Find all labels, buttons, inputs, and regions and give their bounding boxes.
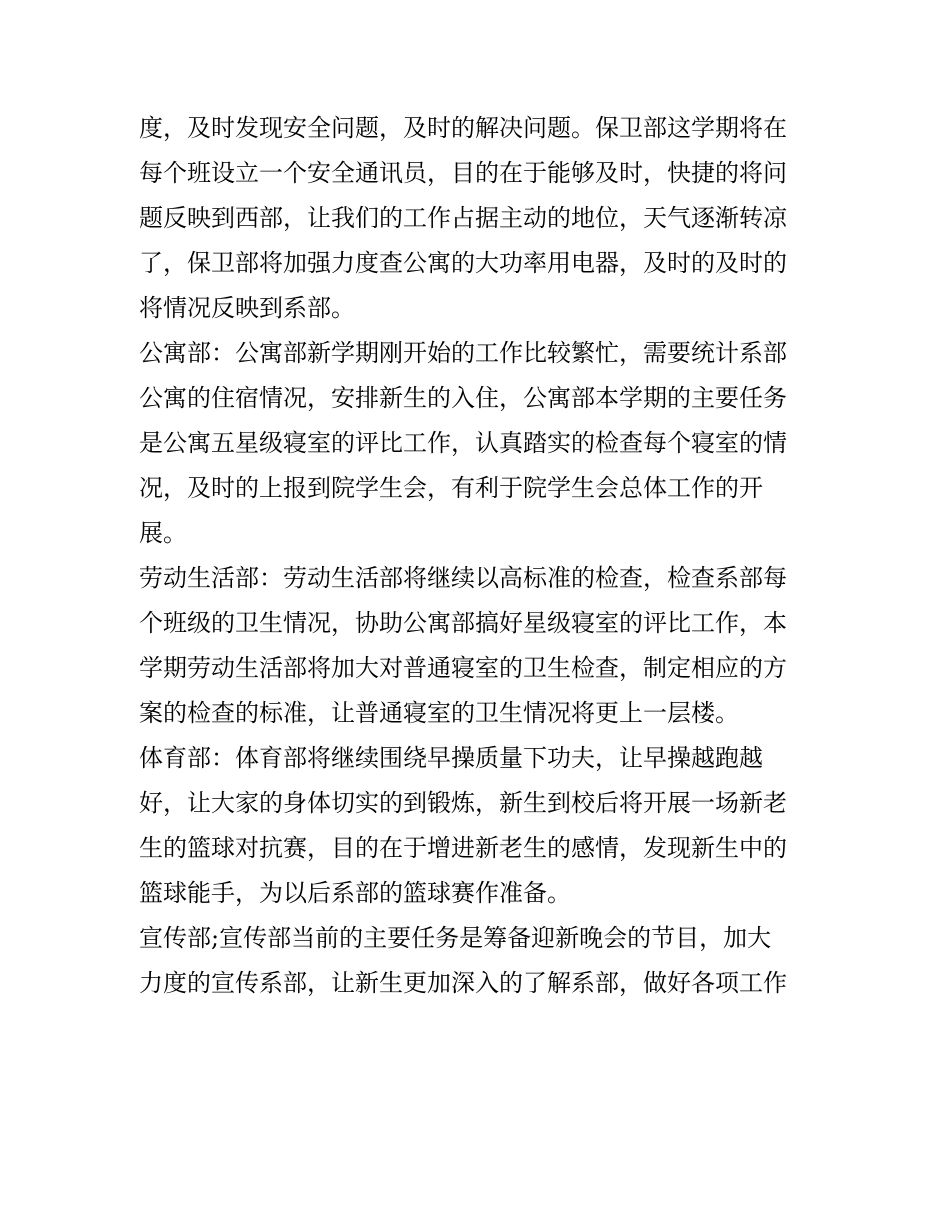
document-body (139, 106, 819, 1006)
text-line: 宣传部;宣传部当前的主要任务是筹备迎新晚会的节目，加大 (139, 924, 772, 952)
text-line: 案的检查的标准，让普通寝室的卫生情况将更上一层楼。 (139, 699, 739, 727)
text-line: 劳动生活部：劳动生活部将继续以高标准的检查，检查系部每 (139, 564, 787, 592)
text-line: 度，及时发现安全问题，及时的解决问题。保卫部这学期将在 (139, 114, 787, 142)
text-line: 每个班设立一个安全通讯员，目的在于能够及时，快捷的将问 (139, 159, 787, 187)
text-line: 展。 (139, 519, 187, 547)
text-line: 力度的宣传系部，让新生更加深入的了解系部，做好各项工作 (139, 969, 787, 997)
text-line: 公寓的住宿情况，安排新生的入住，公寓部本学期的主要任务 (139, 384, 787, 412)
text-line: 是公寓五星级寝室的评比工作，认真踏实的检查每个寝室的情 (139, 429, 787, 457)
text-line: 生的篮球对抗赛，目的在于增进新老生的感情，发现新生中的 (139, 834, 787, 862)
paragraph-security (139, 106, 819, 331)
text-line: 况，及时的上报到院学生会，有利于院学生会总体工作的开 (139, 474, 763, 502)
paragraph-sports-dept (139, 736, 819, 916)
text-line: 了，保卫部将加强力度查公寓的大功率用电器，及时的及时的 (139, 249, 787, 277)
text-line: 好，让大家的身体切实的到锻炼，新生到校后将开展一场新老 (139, 789, 787, 817)
text-line: 个班级的卫生情况，协助公寓部搞好星级寝室的评比工作，本 (139, 609, 787, 637)
text-line: 篮球能手，为以后系部的篮球赛作准备。 (139, 879, 571, 907)
text-line: 将情况反映到系部。 (139, 294, 355, 322)
paragraph-publicity-dept (139, 916, 819, 1006)
paragraph-apartment-dept (139, 331, 819, 556)
text-line: 题反映到西部，让我们的工作占据主动的地位，天气逐渐转凉 (139, 204, 787, 232)
text-line: 学期劳动生活部将加大对普通寝室的卫生检查，制定相应的方 (139, 654, 787, 682)
text-line: 体育部：体育部将继续围绕早操质量下功夫，让早操越跑越 (139, 744, 763, 772)
paragraph-labor-life-dept (139, 556, 819, 736)
text-line: 公寓部：公寓部新学期刚开始的工作比较繁忙，需要统计系部 (139, 339, 787, 367)
